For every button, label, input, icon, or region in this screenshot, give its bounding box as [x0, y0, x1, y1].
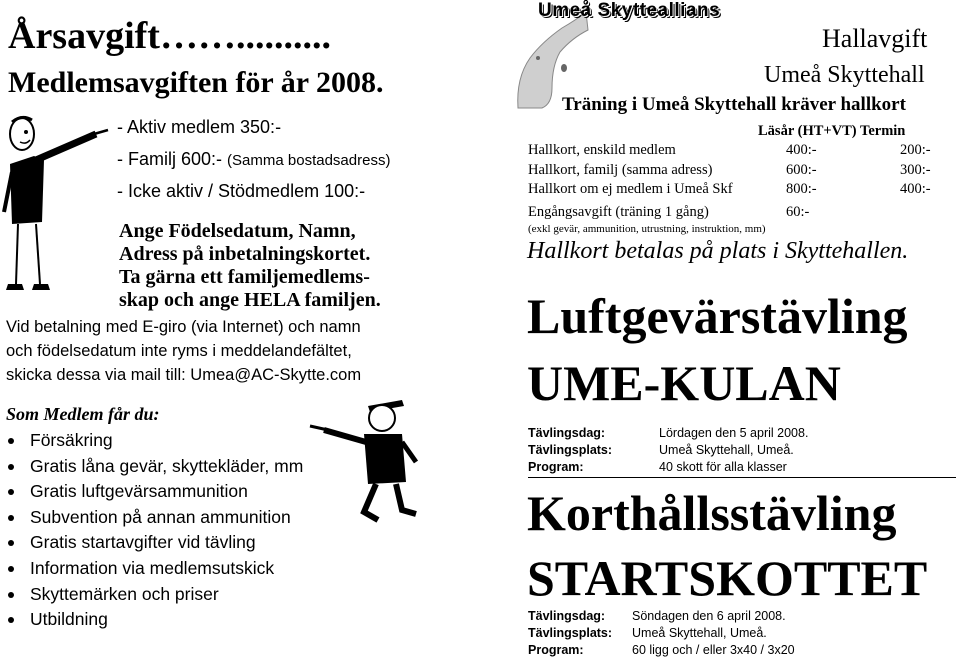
comp2-subtitle: STARTSKOTTET — [527, 550, 928, 606]
list-item: Subvention på annan ammunition — [6, 505, 303, 531]
pointing-figure-illustration — [306, 392, 426, 532]
benefits-list — [6, 428, 303, 633]
instruction-line: Ta gärna ett familjemedlems- — [119, 266, 370, 288]
instruction-line: Ange Födelsedatum, Namn, — [119, 220, 356, 242]
pointing-man-illustration — [0, 112, 115, 302]
list-item: Gratis luftgevärsammunition — [6, 479, 303, 505]
row-year: 800:- — [786, 181, 817, 197]
comp1-title: Luftgevärstävling — [527, 288, 908, 344]
comp1-details — [528, 426, 958, 480]
row-term: 300:- — [900, 162, 931, 178]
hall-title: Hallavgift — [822, 24, 928, 53]
single-fee-value: 60:- — [786, 204, 810, 220]
detail-value: Söndagen den 6 april 2008. — [632, 609, 786, 623]
payment-note-line: och födelsedatum inte ryms i meddelandefältet, — [6, 342, 352, 360]
logo-text: Umeå Skytteallians — [538, 0, 721, 21]
row-label: Hallkort om ej medlem i Umeå Skf — [528, 181, 733, 197]
detail-label: Tävlingsdag: — [528, 426, 606, 440]
list-item: Gratis startavgifter vid tävling — [6, 530, 303, 556]
detail-label: Tävlingsdag: — [528, 609, 606, 623]
payment-note-line: Vid betalning med E-giro (via Internet) och namn — [6, 318, 361, 336]
fee-title: Årsavgift…….......... — [8, 15, 331, 57]
list-item: Försäkring — [6, 428, 303, 454]
detail-label: Program: — [528, 460, 584, 474]
fee-family-text: - Familj 600:- — [117, 149, 223, 169]
detail-value: 40 skott för alla klasser — [659, 460, 787, 474]
instruction-line: Adress på inbetalningskortet. — [119, 243, 371, 265]
fee-supporting: - Icke aktiv / Stödmedlem 100:- — [117, 181, 366, 201]
fee-family-note: (Samma bostadsadress) — [227, 152, 391, 169]
fee-subtitle: Medlemsavgiften för år 2008. — [8, 66, 384, 99]
comp1-subtitle: UME-KULAN — [527, 355, 841, 411]
fee-family — [117, 149, 390, 170]
comp2-details — [528, 609, 958, 661]
row-label: Hallkort, familj (samma adress) — [528, 162, 713, 178]
detail-label: Program: — [528, 643, 584, 657]
detail-label: Tävlingsplats: — [528, 443, 613, 457]
comp1-divider — [528, 477, 956, 478]
fee-table — [528, 142, 958, 202]
list-item: Information via medlemsutskick — [6, 556, 303, 582]
detail-value: 60 ligg och / eller 3x40 / 3x20 — [632, 643, 795, 657]
hall-notice: Träning i Umeå Skyttehall kräver hallkort — [562, 94, 906, 115]
detail-value: Umeå Skyttehall, Umeå. — [632, 626, 767, 640]
single-fee-row — [528, 204, 958, 224]
pay-note: Hallkort betalas på plats i Skyttehallen. — [527, 238, 909, 264]
fee-table-header: Läsår (HT+VT) Termin — [758, 123, 906, 139]
list-item: Gratis låna gevär, skyttekläder, mm — [6, 454, 303, 480]
row-year: 400:- — [786, 142, 817, 158]
detail-value: Umeå Skyttehall, Umeå. — [659, 443, 794, 457]
fee-active: - Aktiv medlem 350:- — [117, 117, 282, 137]
hall-subtitle: Umeå Skyttehall — [764, 62, 925, 88]
table-row — [528, 181, 958, 201]
list-item: Skyttemärken och priser — [6, 582, 303, 608]
benefits-heading: Som Medlem får du: — [6, 404, 160, 424]
row-term: 200:- — [900, 142, 931, 158]
instruction-line: skap och ange HELA familjen. — [119, 289, 381, 311]
detail-label: Tävlingsplats: — [528, 626, 613, 640]
table-row — [528, 162, 958, 182]
payment-note-line: skicka dessa via mail till: Umea@AC-Skytte.com — [6, 366, 362, 384]
detail-value: Lördagen den 5 april 2008. — [659, 426, 809, 440]
row-year: 600:- — [786, 162, 817, 178]
single-fee-note: (exkl gevär, ammunition, utrustning, instruktion, mm) — [528, 223, 766, 235]
comp2-title: Korthållsstävling — [527, 485, 897, 541]
row-label: Hallkort, enskild medlem — [528, 142, 676, 158]
row-term: 400:- — [900, 181, 931, 197]
single-fee-label: Engångsavgift (träning 1 gång) — [528, 204, 709, 220]
table-row — [528, 142, 958, 162]
list-item: Utbildning — [6, 607, 303, 633]
